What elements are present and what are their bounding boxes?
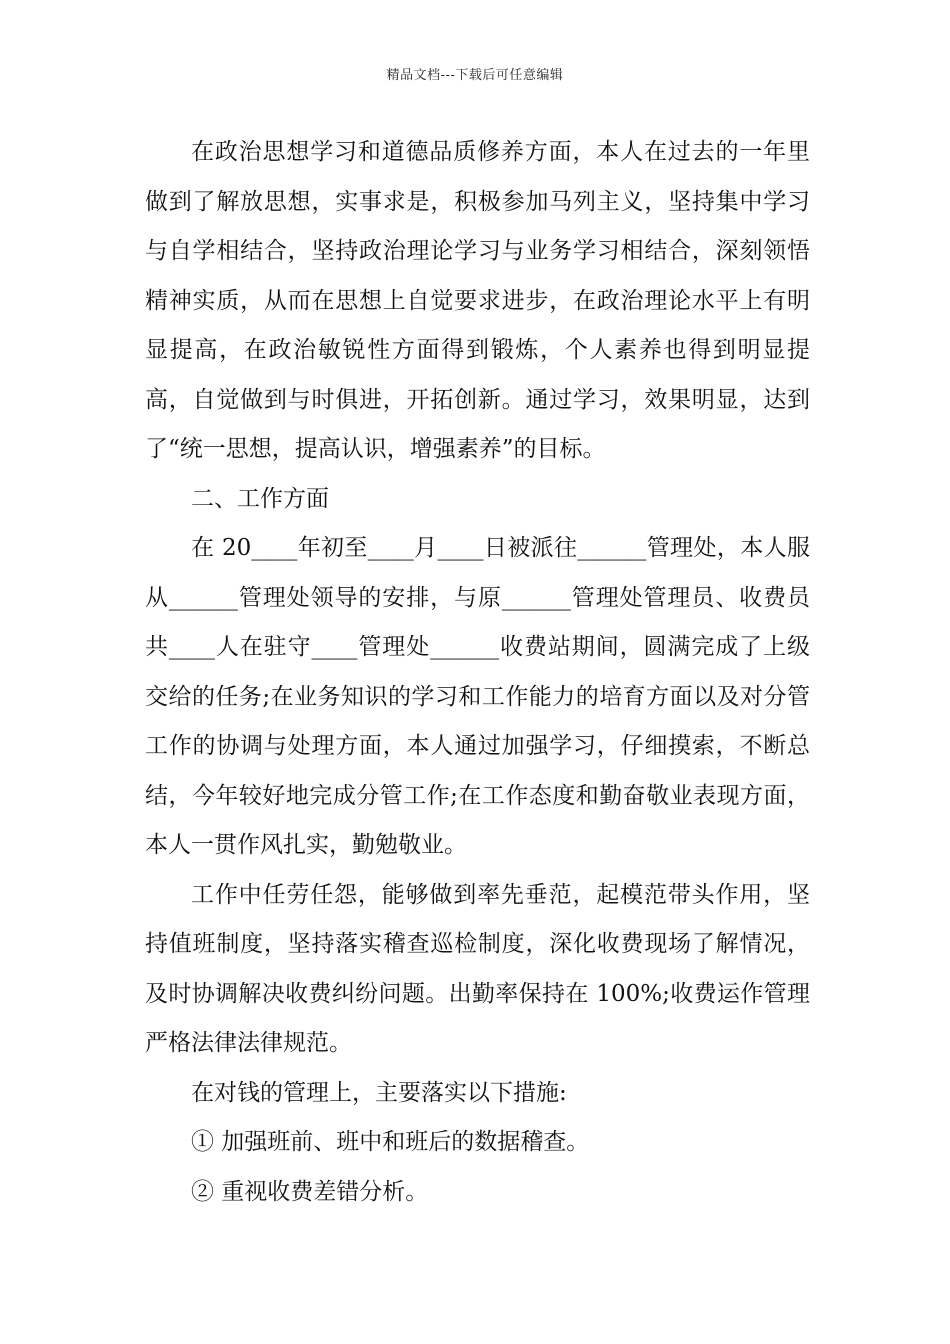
paragraph-political-study: 在政治思想学习和道德品质修养方面，本人在过去的一年里做到了解放思想，实事求是，积极参加马列主义，坚持集中学习与自学相结合，坚持政治理论学习与业务学习相结合，深刻领悟精神实质，从而在思想上自觉要求进步，在政治理论水平上有明显提高，在政治敏锐性方面得到锻炼，个人素养也得到明显提高，自觉做到与时俱进，开拓创新。通过学习，效果明显，达到了“统一思想，提高认识，增强素养”的目标。 xyxy=(145,139,810,462)
paragraph-money-management: 在对钱的管理上，主要落实以下措施: xyxy=(191,1079,567,1106)
list-item-data-audit: ① 加强班前、班中和班后的数据稽查。 xyxy=(191,1129,590,1155)
section-heading-work: 二、工作方面 xyxy=(191,485,329,512)
page-header: 精品文档---下载后可任意编辑 xyxy=(386,68,564,83)
list-item-error-analysis: ② 重视收费差错分析。 xyxy=(191,1178,429,1205)
document-body xyxy=(145,128,810,1217)
paragraph-assignment: 在 20____年初至____月____日被派往______管理处，本人服从______管理处领导的安排，与原______管理处管理员、收费员共____人在驻守____管理处______收费站期间，圆满完成了上级交给的任务;在业务知识的学习和工作能力的培育方面以及对分管工作的协调与处理方面，本人通过加强学习，仔细摸索，不断总结，今年较好地完成分管工作;在工作态度和勤奋敬业表现方面，本人一贯作风扎实，勤勉敬业。 xyxy=(145,535,810,858)
paragraph-work-attitude: 工作中任劳任怨，能够做到率先垂范，起模范带头作用，坚持值班制度，坚持落实稽查巡检制度，深化收费现场了解情况，及时协调解决收费纠纷问题。出勤率保持在 100%;收费运作管理严格法律法律规范。 xyxy=(145,881,810,1056)
